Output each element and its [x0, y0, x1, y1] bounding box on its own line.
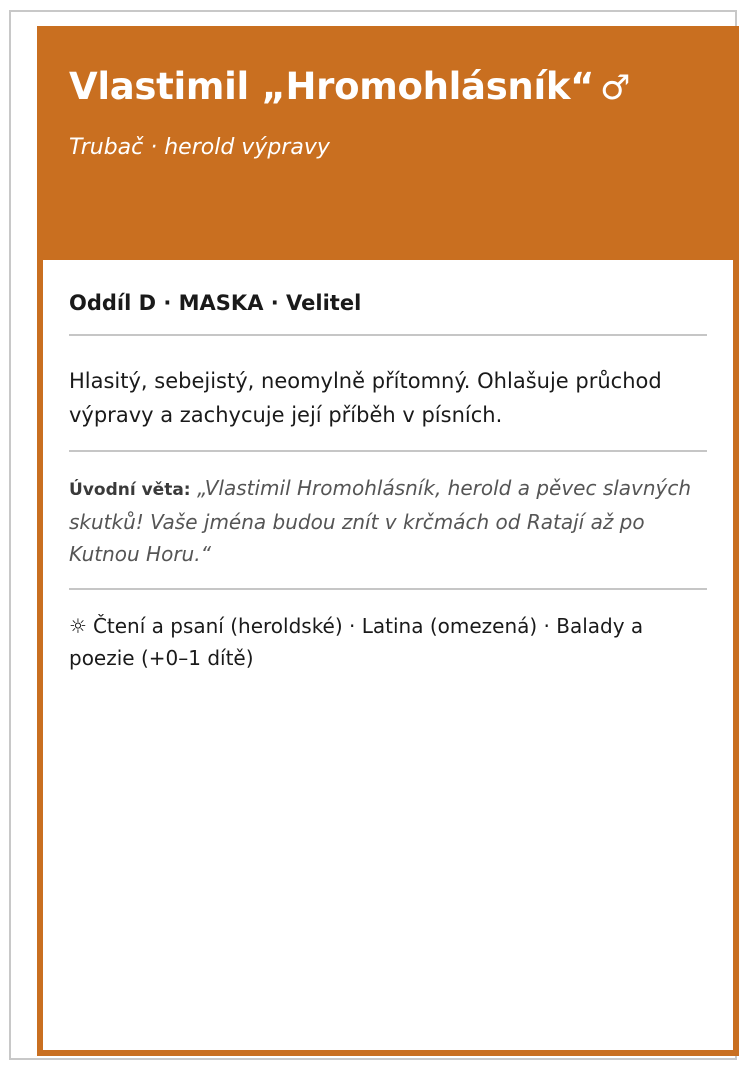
character-description: Hlasitý, sebejistý, neomylně přítomný. Ohlašuje průchod výpravy a zachycuje její příběh v písních. — [69, 369, 662, 427]
opening-line-label: Úvodní věta: — [69, 480, 191, 500]
character-name-heading — [69, 62, 630, 113]
skills-line — [69, 590, 707, 674]
character-role: Trubač · herold výpravy — [69, 135, 330, 160]
opening-line-quote: „Vlastimil Hromohlásník, herold a pěvec slavných skutků! Vaše jména budou znít v krčmách od Ratají až po Kutnou Horu.“ — [69, 476, 692, 566]
male-symbol-icon: ♂ — [600, 68, 631, 108]
card-body — [43, 260, 733, 1050]
character-name: Vlastimil „Hromohlásník“ — [69, 65, 595, 108]
page-frame — [9, 10, 737, 1060]
card-header — [37, 26, 739, 258]
character-card — [37, 26, 739, 1056]
unit-line: Oddíl D · MASKA · Velitel — [69, 291, 362, 315]
opening-line — [69, 452, 707, 588]
sun-icon: ☼ — [69, 614, 87, 638]
skills-text: Čtení a psaní (heroldské) · Latina (omezená) · Balady a poezie (+0–1 dítě) — [69, 614, 644, 670]
